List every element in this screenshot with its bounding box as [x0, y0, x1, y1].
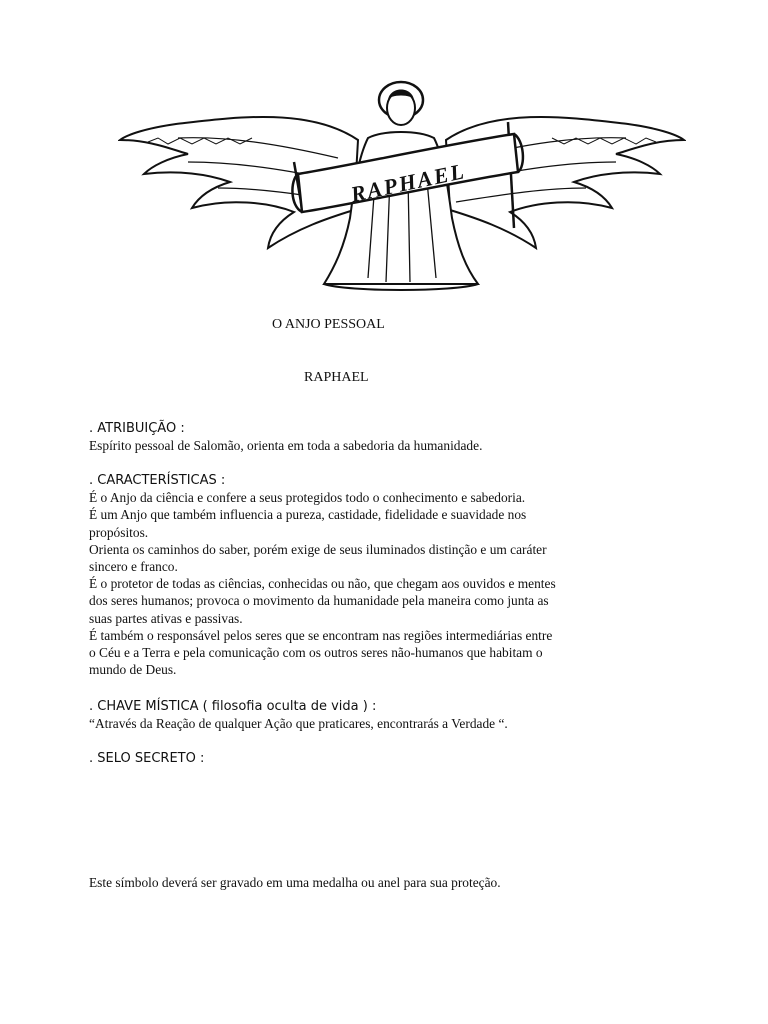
footer-text: Este símbolo deverá ser gravado em uma medalha ou anel para sua proteção. — [89, 875, 501, 890]
text-line: dos seres humanos; provoca o movimento da humanidade pela maneira como junta as — [89, 593, 549, 609]
text-line: suas partes ativas e passivas. — [89, 610, 243, 626]
section-heading: . SELO SECRETO : — [89, 751, 205, 766]
footer-note — [89, 874, 649, 891]
text-line: É um Anjo que também influencia a pureza, castidade, fidelidade e suavidade nos — [89, 507, 527, 523]
section-heading: . CARACTERÍSTICAS : — [89, 473, 226, 488]
right-wing — [446, 117, 684, 248]
section-chave-mistica — [89, 698, 649, 732]
section-caracteristicas — [89, 472, 649, 678]
text-line: É o protetor de todas as ciências, conhecidas ou não, que chegam aos ouvidos e mentes — [89, 576, 556, 592]
section-atribuicao — [89, 420, 649, 454]
text-line: propósitos. — [89, 524, 149, 540]
angel-name: RAPHAEL — [304, 370, 369, 385]
section-selo-secreto — [89, 750, 649, 767]
section-heading: . CHAVE MÍSTICA ( filosofia oculta de vida ) : — [89, 699, 377, 714]
page-title: O ANJO PESSOAL — [272, 317, 385, 332]
text-line: Orienta os caminhos do saber, porém exige de seus iluminados distinção e um caráter — [89, 541, 547, 557]
text-line: sincero e franco. — [89, 559, 178, 575]
text-line: É também o responsável pelos seres que se encontram nas regiões intermediárias entre — [89, 627, 553, 643]
angel-illustration — [118, 78, 686, 296]
text-line: mundo de Deus. — [89, 662, 177, 678]
text-line: o Céu e a Terra e pela comunicação com os outros seres não-humanos que habitam o — [89, 645, 543, 661]
text-line: É o Anjo da ciência e confere a seus protegidos todo o conhecimento e sabedoria. — [89, 490, 526, 506]
section-text: “Através da Reação de qualquer Ação que praticares, encontrarás a Verdade “. — [89, 716, 508, 732]
section-heading: . ATRIBUIÇÃO : — [89, 421, 185, 436]
section-text: Espírito pessoal de Salomão, orienta em toda a sabedoria da humanidade. — [89, 438, 483, 454]
banner-text: RAPHAEL — [348, 158, 468, 207]
